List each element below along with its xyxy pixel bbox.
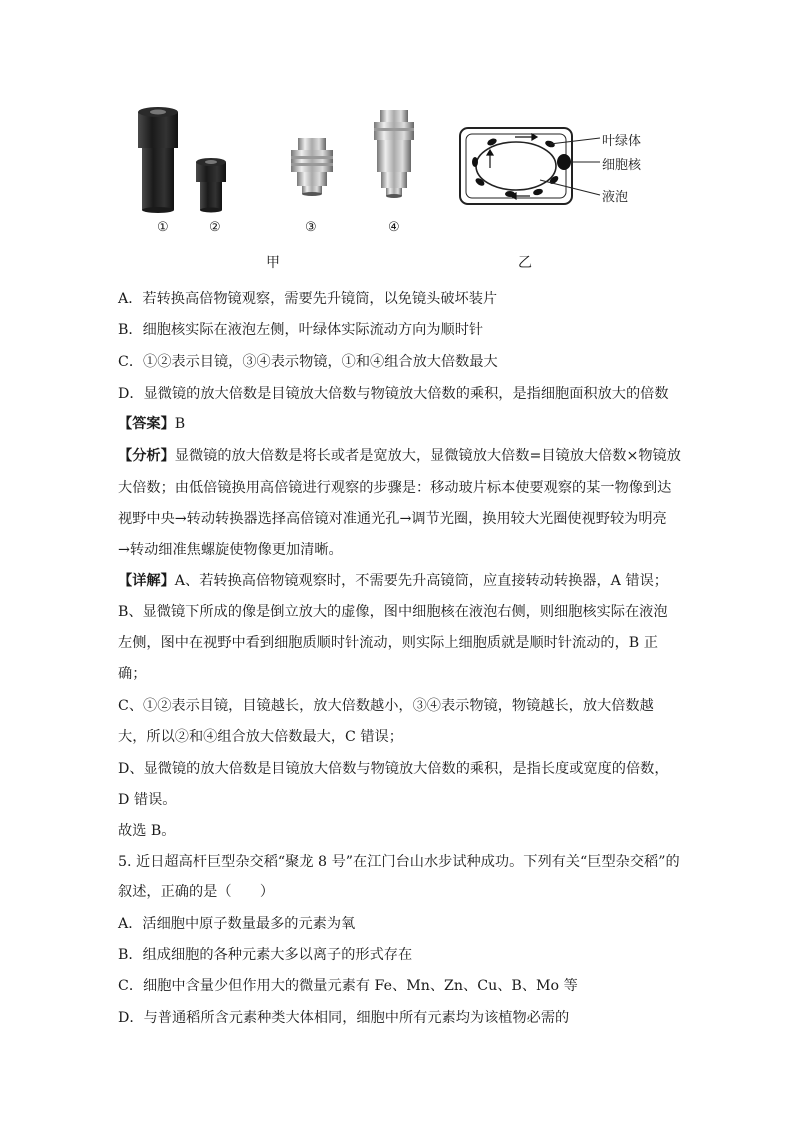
label-3: ③ bbox=[305, 220, 317, 235]
analysis-line-3: 视野中央→转动转换器选择高倍镜对准通光孔→调节光圈，换用较大光圈使视野较为明亮 bbox=[118, 511, 667, 527]
detail-line-4: C、①②表示目镜，目镜越长，放大倍数越小，③④表示物镜，物镜越长，放大倍数越 bbox=[118, 698, 654, 714]
answer-line bbox=[118, 414, 185, 434]
label-chloroplast: 叶绿体 bbox=[602, 134, 642, 149]
answer-value: B bbox=[174, 416, 186, 432]
plant-cell-diagram bbox=[460, 128, 600, 204]
figure-microscope bbox=[130, 100, 650, 280]
analysis-line-4: →转动细准焦螺旋使物像更加清晰。 bbox=[118, 542, 343, 558]
detail-line-7: D 错误。 bbox=[118, 792, 177, 808]
objective-short-icon bbox=[291, 138, 333, 196]
detail-line-1: B、显微镜下所成的像是倒立放大的虚像，图中细胞核在液泡右侧，则细胞核实际在液泡 bbox=[118, 604, 668, 620]
label-vacuole: 液泡 bbox=[602, 190, 629, 205]
detail-line-2: 左侧，图中在视野中看到细胞质顺时针流动，则实际上细胞质就是顺时针流动的，B 正 bbox=[118, 635, 658, 651]
q4-option-c: C．①②表示目镜，③④表示物镜，①和④组合放大倍数最大 bbox=[118, 354, 498, 370]
detail-first: A、若转换高倍物镜观察时，不需要先升高镜筒，应直接转动转换器，A 错误； bbox=[174, 573, 668, 589]
detail-line-8: 故选 B。 bbox=[118, 823, 176, 839]
label-nucleus: 细胞核 bbox=[602, 158, 642, 173]
answer-tag: 【答案】 bbox=[118, 416, 175, 432]
detail-line-a bbox=[118, 571, 668, 591]
q5-option-c: C．细胞中含量少但作用大的微量元素有 Fe、Mn、Zn、Cu、B、Mo 等 bbox=[118, 978, 578, 994]
caption-yi: 乙 bbox=[518, 255, 532, 271]
detail-line-6: D、显微镜的放大倍数是目镜放大倍数与物镜放大倍数的乘积，是指长度或宽度的倍数， bbox=[118, 761, 669, 777]
q4-option-d: D．显微镜的放大倍数是目镜放大倍数与物镜放大倍数的乘积，是指细胞面积放大的倍数 bbox=[118, 386, 669, 402]
q4-option-b: B．细胞核实际在液泡左侧，叶绿体实际流动方向为顺时针 bbox=[118, 322, 484, 338]
label-2: ② bbox=[209, 220, 221, 235]
analysis-tag: 【分析】 bbox=[118, 448, 175, 464]
eyepiece-long-icon bbox=[138, 107, 178, 213]
eyepiece-short-icon bbox=[196, 158, 226, 213]
q5-option-a: A．活细胞中原子数量最多的元素为氧 bbox=[118, 916, 356, 932]
q5-option-d: D．与普通稻所含元素种类大体相同，细胞中所有元素均为该植物必需的 bbox=[118, 1010, 570, 1026]
objective-long-icon bbox=[374, 110, 414, 198]
q5-stem-1: 5. 近日超高杆巨型杂交稻“聚龙 8 号”在江门台山水步试种成功。下列有关“巨型杂交稻”的 bbox=[118, 854, 680, 870]
analysis-line-1 bbox=[118, 446, 681, 466]
detail-tag: 【详解】 bbox=[118, 573, 175, 589]
q4-option-a: A．若转换高倍物镜观察，需要先升镜筒，以免镜头破坏装片 bbox=[118, 291, 498, 307]
analysis-text: 显微镜的放大倍数是将长或者是宽放大，显微镜放大倍数=目镜放大倍数×物镜放 bbox=[174, 448, 681, 464]
label-1: ① bbox=[157, 220, 169, 235]
figure-svg bbox=[130, 100, 650, 280]
caption-jia: 甲 bbox=[266, 255, 280, 271]
q5-stem-2: 叙述，正确的是（ ） bbox=[118, 884, 275, 900]
detail-line-5: 大，所以②和④组合放大倍数最大，C 错误； bbox=[118, 729, 403, 745]
analysis-line-2: 大倍数；由低倍镜换用高倍镜进行观察的步骤是：移动玻片标本使要观察的某一物像到达 bbox=[118, 480, 672, 496]
detail-line-3: 确； bbox=[118, 666, 147, 682]
q5-option-b: B．组成细胞的各种元素大多以离子的形式存在 bbox=[118, 947, 413, 963]
label-4: ④ bbox=[388, 220, 400, 235]
nucleus-shape bbox=[557, 154, 571, 170]
